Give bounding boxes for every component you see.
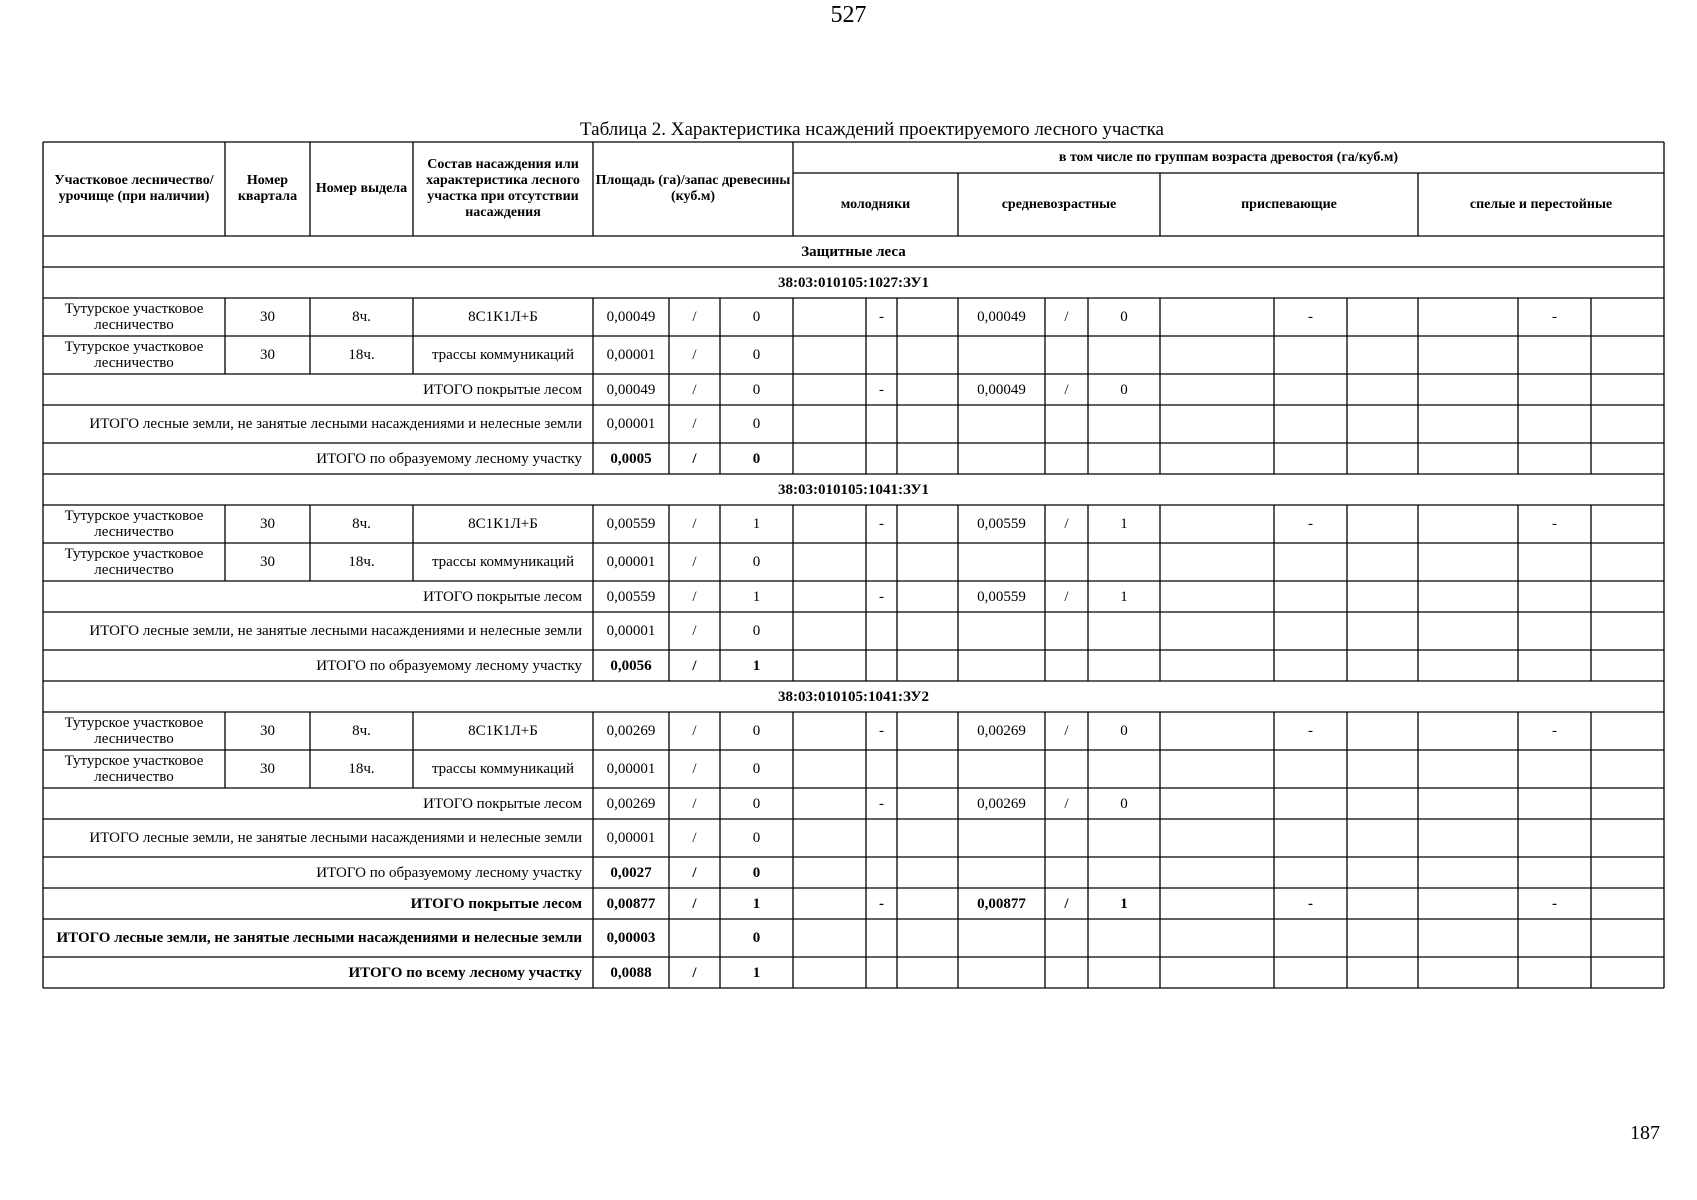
grand-total-all-mid-area: [958, 957, 1045, 988]
row-area: 0,00001: [606, 554, 656, 570]
grand-total-nonforest-young-dash: [866, 919, 897, 957]
total-nonforest-mid-area: [958, 819, 1045, 857]
forestry-name: Тутурское участковое лесничество: [64, 339, 204, 371]
total-plot-mid-sep: [1045, 650, 1088, 681]
grand-total-all-mid-stock: [1088, 957, 1160, 988]
total-covered-mid-sep: /: [1064, 381, 1069, 398]
total-covered-area: 0,00559: [606, 588, 656, 605]
total-plot-premature-dash: [1274, 857, 1347, 888]
grand-total-nonforest-premature-dash: [1274, 919, 1347, 957]
grand-total-covered-stock: 1: [752, 895, 761, 912]
row-mature-dash: [1518, 750, 1591, 788]
vydel-number: 18ч.: [348, 761, 375, 777]
forestry-name: Тутурское участковое лесничество: [64, 508, 204, 540]
total-covered-label: ИТОГО покрытые лесом: [423, 795, 582, 812]
table-title: Таблица 2. Характеристика нсаждений проектируемого лесного участка: [580, 119, 1164, 140]
total-covered-mid-stock: 0: [1120, 381, 1128, 398]
total-plot-label: ИТОГО по образуемому лесному участку: [316, 657, 582, 674]
row-stock: 0: [752, 309, 761, 325]
total-nonforest-label: ИТОГО лесные земли, не занятые лесными насаждениями и нелесные земли: [89, 416, 582, 432]
grand-total-covered-mid-sep: /: [1064, 895, 1069, 912]
row-area: 0,00001: [606, 347, 656, 363]
row-sep: /: [692, 761, 697, 777]
row-mid-stock: 0: [1120, 309, 1128, 325]
row-sep: /: [692, 309, 697, 325]
total-plot-area: 0,0005: [610, 450, 652, 467]
grand-total-nonforest-area: 0,00003: [606, 930, 656, 946]
total-plot-premature-dash: [1274, 443, 1347, 474]
row-sep: /: [692, 723, 697, 739]
total-plot-sep: /: [692, 657, 697, 674]
row-stock: 1: [752, 516, 761, 532]
row-area: 0,00559: [606, 516, 656, 532]
total-nonforest-area: 0,00001: [606, 830, 656, 846]
total-plot-stock: 0: [752, 450, 761, 467]
total-nonforest-premature-dash: [1274, 819, 1347, 857]
row-stock: 0: [752, 761, 761, 777]
total-plot-area: 0,0056: [610, 657, 652, 674]
row-mature-dash: -: [1552, 309, 1557, 325]
row-mid-sep: [1045, 543, 1088, 581]
row-premature-dash: [1274, 336, 1347, 374]
header-area: Площадь (га)/запас древесины (куб.м): [595, 173, 791, 204]
row-premature-dash: [1274, 750, 1347, 788]
grand-total-all-young-dash: [866, 957, 897, 988]
total-covered-mid-area: 0,00559: [977, 588, 1026, 605]
row-sep: /: [692, 347, 697, 363]
total-covered-mid-stock: 1: [1120, 588, 1128, 605]
total-covered-area: 0,00049: [606, 381, 656, 398]
composition: трассы коммуникаций: [431, 761, 575, 777]
total-nonforest-premature-dash: [1274, 405, 1347, 443]
row-premature-dash: -: [1308, 309, 1313, 325]
row-mature-dash: -: [1552, 516, 1557, 532]
total-plot-stock: 0: [752, 864, 761, 881]
total-plot-young-dash: [866, 650, 897, 681]
grand-total-all-sep: /: [692, 964, 697, 981]
total-covered-sep: /: [692, 381, 697, 398]
total-nonforest-mid-sep: [1045, 612, 1088, 650]
total-plot-mid-area: [958, 650, 1045, 681]
row-mid-stock: [1088, 336, 1160, 374]
composition: трассы коммуникаций: [431, 347, 575, 363]
row-mid-area: 0,00049: [977, 309, 1026, 325]
quarter-number: 30: [260, 347, 275, 363]
total-plot-label: ИТОГО по образуемому лесному участку: [316, 450, 582, 467]
total-covered-premature-dash: [1274, 788, 1347, 819]
total-plot-young-dash: [866, 857, 897, 888]
header-premature: приспевающие: [1241, 196, 1337, 212]
total-plot-mature-dash: [1518, 650, 1591, 681]
total-plot-mid-sep: [1045, 443, 1088, 474]
total-nonforest-mature-dash: [1518, 612, 1591, 650]
row-young-dash: [866, 543, 897, 581]
total-covered-mid-stock: 0: [1120, 795, 1128, 812]
total-nonforest-sep: /: [692, 416, 697, 432]
vydel-number: 18ч.: [348, 347, 375, 363]
grand-total-nonforest-label: ИТОГО лесные земли, не занятые лесными насаждениями и нелесные земли: [56, 930, 582, 946]
grand-total-nonforest-mid-stock: [1088, 919, 1160, 957]
vydel-number: 8ч.: [352, 516, 371, 532]
total-plot-stock: 1: [752, 657, 761, 674]
grand-total-nonforest-mature-dash: [1518, 919, 1591, 957]
total-plot-mid-stock: [1088, 857, 1160, 888]
total-covered-sep: /: [692, 588, 697, 605]
row-mid-sep: /: [1064, 309, 1069, 325]
header-middle: средневозрастные: [1001, 196, 1117, 212]
total-covered-premature-dash: [1274, 374, 1347, 405]
forestry-name: Тутурское участковое лесничество: [64, 546, 204, 578]
row-mid-area: [958, 750, 1045, 788]
row-mid-area: 0,00559: [977, 516, 1026, 532]
total-plot-mid-area: [958, 443, 1045, 474]
row-young-dash: -: [879, 723, 884, 739]
row-mature-dash: [1518, 336, 1591, 374]
total-nonforest-mature-dash: [1518, 405, 1591, 443]
total-nonforest-mid-stock: [1088, 819, 1160, 857]
total-nonforest-young-dash: [866, 405, 897, 443]
row-sep: /: [692, 516, 697, 532]
grand-total-covered-label: ИТОГО покрытые лесом: [410, 895, 582, 912]
quarter-number: 30: [260, 516, 275, 532]
total-covered-label: ИТОГО покрытые лесом: [423, 381, 582, 398]
total-plot-label: ИТОГО по образуемому лесному участку: [316, 864, 582, 881]
plot-id: 38:03:010105:1041:ЗУ2: [777, 688, 930, 705]
row-sep: /: [692, 554, 697, 570]
total-plot-mid-area: [958, 857, 1045, 888]
total-plot-mature-dash: [1518, 857, 1591, 888]
page-bottom-number: 187: [1630, 1122, 1660, 1144]
grand-total-all-premature-dash: [1274, 957, 1347, 988]
forestry-name: Тутурское участковое лесничество: [64, 753, 204, 785]
total-plot-young-dash: [866, 443, 897, 474]
row-area: 0,00269: [606, 723, 656, 739]
total-plot-mid-sep: [1045, 857, 1088, 888]
grand-total-covered-mid-stock: 1: [1120, 895, 1128, 912]
composition: 8С1К1Л+Б: [468, 309, 538, 325]
row-young-dash: -: [879, 516, 884, 532]
total-nonforest-stock: 0: [752, 830, 761, 846]
grand-total-all-mid-sep: [1045, 957, 1088, 988]
header-mature: спелые и перестойные: [1469, 196, 1613, 212]
grand-total-covered-mid-area: 0,00877: [977, 895, 1026, 912]
total-nonforest-mid-sep: [1045, 819, 1088, 857]
total-covered-label: ИТОГО покрытые лесом: [423, 588, 582, 605]
row-mature-dash: -: [1552, 723, 1557, 739]
grand-total-covered-premature-dash: -: [1308, 895, 1313, 912]
total-nonforest-mid-area: [958, 612, 1045, 650]
row-mid-stock: [1088, 543, 1160, 581]
row-premature-dash: -: [1308, 723, 1313, 739]
row-mid-stock: [1088, 750, 1160, 788]
total-nonforest-sep: /: [692, 623, 697, 639]
grand-total-nonforest-mid-area: [958, 919, 1045, 957]
total-plot-sep: /: [692, 450, 697, 467]
total-covered-mid-area: 0,00049: [977, 381, 1026, 398]
vydel-number: 18ч.: [348, 554, 375, 570]
total-covered-stock: 0: [752, 381, 761, 398]
total-covered-stock: 1: [752, 588, 761, 605]
row-young-dash: [866, 750, 897, 788]
total-nonforest-mid-stock: [1088, 405, 1160, 443]
total-covered-stock: 0: [752, 795, 761, 812]
grand-total-all-mature-dash: [1518, 957, 1591, 988]
row-premature-dash: [1274, 543, 1347, 581]
row-stock: 0: [752, 347, 761, 363]
total-covered-mid-area: 0,00269: [977, 795, 1026, 812]
plot-id: 38:03:010105:1027:ЗУ1: [777, 274, 930, 291]
header-composition: Состав насаждения или характеристика лесного участка при отсутствии насаждения: [426, 157, 580, 220]
grand-total-covered-young-dash: -: [879, 895, 884, 912]
page-top-number: 527: [830, 2, 867, 28]
total-covered-mature-dash: [1518, 374, 1591, 405]
total-nonforest-premature-dash: [1274, 612, 1347, 650]
forestry-name: Тутурское участковое лесничество: [64, 715, 204, 747]
total-covered-young-dash: -: [879, 795, 884, 812]
total-covered-mature-dash: [1518, 788, 1591, 819]
row-mid-area: [958, 543, 1045, 581]
row-area: 0,00049: [606, 309, 656, 325]
grand-total-covered-area: 0,00877: [606, 895, 656, 912]
grand-total-nonforest-stock: 0: [752, 930, 761, 946]
section-title: Защитные леса: [801, 243, 906, 260]
grand-total-all-area: 0,0088: [610, 964, 652, 981]
row-mid-sep: [1045, 750, 1088, 788]
vydel-number: 8ч.: [352, 723, 371, 739]
quarter-number: 30: [260, 761, 275, 777]
row-young-dash: [866, 336, 897, 374]
total-nonforest-young-dash: [866, 612, 897, 650]
total-covered-mid-sep: /: [1064, 795, 1069, 812]
row-mid-sep: [1045, 336, 1088, 374]
total-covered-mature-dash: [1518, 581, 1591, 612]
total-covered-premature-dash: [1274, 581, 1347, 612]
composition: 8С1К1Л+Б: [468, 516, 538, 532]
total-covered-area: 0,00269: [606, 795, 656, 812]
grand-total-nonforest-sep: [669, 919, 720, 957]
forestry-name: Тутурское участковое лесничество: [64, 301, 204, 333]
header-young: молодняки: [840, 196, 911, 212]
vydel-number: 8ч.: [352, 309, 371, 325]
quarter-number: 30: [260, 554, 275, 570]
row-mid-area: [958, 336, 1045, 374]
grand-total-covered-sep: /: [692, 895, 697, 912]
row-mid-area: 0,00269: [977, 723, 1026, 739]
total-plot-sep: /: [692, 864, 697, 881]
grand-total-all-label: ИТОГО по всему лесному участку: [348, 964, 582, 981]
total-nonforest-label: ИТОГО лесные земли, не занятые лесными насаждениями и нелесные земли: [89, 830, 582, 846]
total-nonforest-stock: 0: [752, 416, 761, 432]
total-covered-young-dash: -: [879, 588, 884, 605]
header-quarter: Номер квартала: [237, 173, 298, 204]
total-plot-premature-dash: [1274, 650, 1347, 681]
header-vydel: Номер выдела: [315, 181, 408, 196]
composition: трассы коммуникаций: [431, 554, 575, 570]
grand-total-all-stock: 1: [752, 964, 761, 981]
total-nonforest-label: ИТОГО лесные земли, не занятые лесными насаждениями и нелесные земли: [89, 623, 582, 639]
composition: 8С1К1Л+Б: [468, 723, 538, 739]
total-nonforest-sep: /: [692, 830, 697, 846]
row-mid-sep: /: [1064, 723, 1069, 739]
total-nonforest-mid-sep: [1045, 405, 1088, 443]
grand-total-nonforest-mid-sep: [1045, 919, 1088, 957]
total-plot-mid-stock: [1088, 650, 1160, 681]
total-nonforest-young-dash: [866, 819, 897, 857]
row-premature-dash: -: [1308, 516, 1313, 532]
row-mature-dash: [1518, 543, 1591, 581]
total-plot-area: 0,0027: [610, 864, 652, 881]
row-stock: 0: [752, 723, 761, 739]
row-mid-stock: 0: [1120, 723, 1128, 739]
total-nonforest-mid-area: [958, 405, 1045, 443]
total-nonforest-area: 0,00001: [606, 623, 656, 639]
header-age-groups: в том числе по группам возраста древостоя (га/куб.м): [1058, 149, 1399, 165]
header-forestry: Участковое лесничество/ урочище (при наличии): [54, 173, 214, 204]
total-plot-mid-stock: [1088, 443, 1160, 474]
total-nonforest-stock: 0: [752, 623, 761, 639]
row-young-dash: -: [879, 309, 884, 325]
row-mid-stock: 1: [1120, 516, 1128, 532]
total-covered-young-dash: -: [879, 381, 884, 398]
row-mid-sep: /: [1064, 516, 1069, 532]
total-nonforest-mature-dash: [1518, 819, 1591, 857]
total-covered-sep: /: [692, 795, 697, 812]
quarter-number: 30: [260, 723, 275, 739]
total-nonforest-mid-stock: [1088, 612, 1160, 650]
total-plot-mature-dash: [1518, 443, 1591, 474]
row-stock: 0: [752, 554, 761, 570]
plot-id: 38:03:010105:1041:ЗУ1: [777, 481, 930, 498]
total-covered-mid-sep: /: [1064, 588, 1069, 605]
grand-total-covered-mature-dash: -: [1552, 895, 1557, 912]
row-area: 0,00001: [606, 761, 656, 777]
quarter-number: 30: [260, 309, 275, 325]
total-nonforest-area: 0,00001: [606, 416, 656, 432]
